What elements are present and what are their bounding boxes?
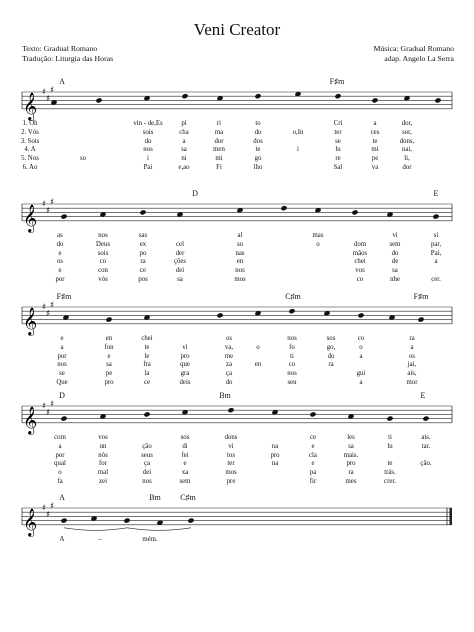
lyric-syllable: dons [224,434,238,441]
lyric-syllable: nhe [390,276,400,283]
lyric-syllable: por [57,352,67,360]
lyric-syllable: o [316,240,320,248]
lyric-syllable: pro [346,460,356,468]
lyric-syllable: pa [309,469,317,477]
lyric-syllable: for [99,460,107,468]
lyric-syllable: cer. [431,276,441,283]
lyric-syllable: fra [143,361,151,369]
lyric-syllable: crer. [384,478,396,485]
notehead [417,317,424,323]
notehead [123,518,130,524]
key-signature-sharp-icon: ♯ [50,501,55,512]
lyric-syllable: ra [348,469,354,477]
lyric-syllable: nos [287,335,297,342]
lyric-syllable: pre [226,478,236,485]
key-signature-sharp-icon: ♯ [50,399,55,410]
lyric-syllable: ri [216,120,222,127]
lyric-syllable: po [139,249,147,257]
chord-symbol: F♯m [56,292,72,301]
lyric-syllable: dor, [401,120,413,127]
lyric-syllable: que [180,361,190,369]
lyric-syllable: – [98,536,102,543]
lyric-syllable: vi [228,442,234,450]
notehead [181,93,188,99]
lyric-syllable: mais. [343,451,359,459]
lyric-syllable: ais, [407,370,417,378]
key-signature-sharp-icon: ♯ [50,197,55,208]
lyric-syllable: chei [141,335,153,342]
lyric-syllable: tar. [421,442,431,450]
lyric-syllable: fon [104,343,114,351]
lyric-syllable: e [311,460,315,468]
lyric-syllable: e [60,335,64,342]
lyric-syllable: te [144,343,150,351]
lyric-syllable: ção. [420,460,432,468]
lyric-syllable: un [99,442,107,450]
chord-symbol: F♯m [413,292,429,301]
lyric-syllable: nas [235,249,245,257]
lyric-syllable: le [144,352,150,360]
lyric-syllable: se [59,370,65,378]
key-signature-sharp-icon: ♯ [46,509,51,520]
lyric-syllable: qual [54,460,66,468]
lyric-syllable: pos [138,276,148,283]
text-credit: Texto: Gradual Romano [22,44,98,53]
lyric-syllable: ni [181,155,187,163]
chord-symbol: C♯m [180,493,196,502]
lyric-syllable: e [183,460,187,468]
lyric-syllable: e [107,352,111,360]
lyric-syllable: lho [253,164,263,171]
lyric-syllable: lu [387,442,393,450]
lyric-syllable: cla [309,451,317,459]
lyric-syllable: mas [312,232,324,239]
staff-system-1 [0,82,474,122]
lyric-syllable: par, [430,240,442,248]
lyric-syllable: te [372,137,378,145]
staff-system-4 [0,396,474,436]
lyric-syllable: Pai [143,164,153,171]
lyric-syllable: en [105,335,113,342]
notehead [254,93,261,99]
lyric-syllable: Deus [96,240,110,248]
lyric-syllable: A [59,536,65,543]
lyric-syllable: a [373,120,377,127]
lyric-syllable: mi [371,146,379,154]
staff-system-2 [0,194,474,234]
chord-symbol: Bm [219,391,231,400]
lyric-syllable: te [255,146,261,154]
song-title: Veni Creator [193,20,281,39]
lyric-syllable: por [55,451,65,459]
lyric-syllable: por [55,276,65,283]
lyric-syllable: com [54,434,66,441]
lyric-syllable: 4. A [24,146,36,154]
treble-clef-icon: 𝄞 [23,91,38,120]
key-signature-sharp-icon: ♯ [46,407,51,418]
lyric-syllable: do [225,379,233,386]
treble-clef-icon: 𝄞 [23,203,38,232]
lyric-syllable: pe [105,370,113,378]
lyric-syllable: mor [406,379,418,386]
lyric-syllable: as [57,232,63,239]
lyric-syllable: sa [392,267,398,275]
lyric-syllable: pí [181,120,187,127]
lyric-syllable: 6. Ao [22,164,38,171]
notehead [371,97,378,103]
notehead [227,407,234,413]
lyric-syllable: seu [287,379,297,386]
lyric-syllable: sa [348,442,354,450]
lyric-syllable: e [58,267,62,275]
notehead [187,518,194,524]
lyric-syllable: ção [142,442,152,450]
lyric-syllable: mi [215,155,223,163]
lyric-syllable: mal [97,469,109,477]
lyric-syllable: o [58,469,62,477]
lyric-syllable: les [347,434,355,441]
staff-system-3 [0,297,474,337]
lyric-syllable: a [410,343,414,351]
lyric-syllable: do [254,128,262,136]
lyric-syllable: za [225,361,233,369]
lyric-syllable: e [58,249,62,257]
lyric-syllable: sos [326,335,336,342]
lyric-syllable: go, [326,343,336,351]
lyric-syllable: ções [173,258,187,266]
lyric-syllable: to [255,120,261,127]
notehead [105,317,112,323]
lyric-syllable: ter [334,128,342,136]
final-barline-thick [450,508,453,525]
lyric-syllable: do [144,137,152,145]
lyric-syllable: jai, [407,361,417,369]
lyric-syllable: sem [389,240,401,248]
chord-symbol: A [59,493,65,502]
lyric-syllable: ça [225,370,233,378]
lyric-syllable: la [144,370,150,378]
chord-symbol: E [420,391,426,400]
lyric-syllable: sois [142,128,154,136]
staff-system-5 [0,498,474,538]
lyric-syllable: vos [98,434,108,441]
lyric-syllable: cel [176,240,184,248]
lyric-syllable: e [311,442,315,450]
lyric-syllable: do [391,249,399,257]
lyric-syllable: os [225,335,233,342]
lyric-syllable: en [236,258,244,266]
lyric-syllable: i [147,155,149,163]
lyric-syllable: xa [181,469,189,477]
lyric-syllable: e,ao [178,164,190,171]
lyric-syllable: seus [141,451,153,459]
lyric-syllable: vin - de,Es [133,120,163,127]
translation-credit: Tradução: Liturgia das Horas [22,54,114,63]
lyric-syllable: nos [235,267,245,275]
lyric-syllable: ces [370,128,380,136]
lyric-syllable: co [356,276,364,283]
lyric-syllable: nos [98,232,108,239]
notehead [309,411,316,417]
credits-left [22,44,113,64]
notehead [288,308,295,314]
lyric-syllable: nai, [401,146,413,154]
lyric-syllable: der [175,249,185,257]
lyric-syllable: vós [98,276,108,283]
lyric-syllable: sem [179,478,191,485]
lyric-syllable: gui [356,370,366,378]
lyric-syllable: co [288,361,296,369]
lyric-syllable: Cri [333,120,343,127]
notehead [143,411,150,417]
notehead [357,312,364,318]
lyric-syllable: mos [225,469,237,477]
lyric-syllable: de [391,258,399,266]
chord-symbol: D [192,189,198,198]
treble-clef-icon: 𝄞 [23,306,38,335]
notehead [334,93,341,99]
notehead [422,416,429,422]
lyric-syllable: zei [99,478,107,485]
lyric-syllable: co [357,335,365,342]
lyric-syllable: me [224,352,234,360]
lyric-syllable: na [271,442,279,450]
lyric-syllable: ra [140,258,146,266]
lyric-syllable: ex [139,240,147,248]
lyric-syllable: o [359,343,363,351]
notehead [60,214,67,220]
lyric-syllable: ra [409,335,415,342]
lyric-syllable: lu [335,146,341,154]
lyric-syllable: dos [253,137,263,145]
lyric-syllable: 5. Nos [21,155,39,163]
lyric-syllable: chei [354,258,366,266]
lyric-syllable: a [182,137,186,145]
lyric-syllable: gra [180,370,190,378]
lyric-syllable: ce [139,267,147,275]
lyric-syllable: pe [371,155,379,163]
key-signature-sharp-icon: ♯ [46,93,51,104]
lyric-syllable: i [297,146,299,154]
lyric-syllable: Pai, [430,249,442,257]
slur [127,528,191,531]
music-credit: Música: Gradual Romano [373,44,454,53]
lyric-syllable: mos [234,276,246,283]
lyric-syllable: dor [402,164,412,171]
notehead [434,97,441,103]
key-signature-sharp-icon: ♯ [50,85,55,96]
key-signature-sharp-icon: ♯ [42,302,47,313]
lyric-syllable: sor, [402,128,412,136]
lyric-syllable: dei [142,469,152,477]
chord-symbol: D [59,391,65,400]
key-signature-sharp-icon: ♯ [42,401,47,412]
lyric-syllable: sos [180,434,190,441]
lyric-syllable: os [408,352,416,360]
lyric-syllable: con [98,267,108,275]
key-signature-sharp-icon: ♯ [42,87,47,98]
lyric-syllable: sois [97,249,109,257]
lyric-syllable: co [99,258,107,266]
lyric-syllable: 3. Sois [20,137,40,145]
lyric-syllable: Fi [216,164,222,171]
lyric-syllable: deis [179,379,191,386]
key-signature-sharp-icon: ♯ [42,199,47,210]
lyric-syllable: fa [57,478,63,485]
lyric-syllable: ter [227,460,235,468]
lyric-syllable: go [254,155,262,163]
chord-symbol: C♯m [285,292,301,301]
lyric-syllable: ais. [421,434,431,441]
lyric-syllable: nos [287,370,297,378]
lyric-syllable: li, [404,155,410,163]
notehead [351,209,358,215]
lyric-syllable: fo [289,343,295,351]
notehead [216,312,223,318]
lyric-syllable: a [359,379,363,386]
lyric-syllable: so [236,240,244,248]
lyric-syllable: a [359,352,363,360]
lyric-syllable: ce [309,434,317,441]
lyric-syllable: sa [181,146,187,154]
lyric-syllable: o,In [292,128,304,136]
treble-clef-icon: 𝄞 [23,405,38,434]
lyric-syllable: o [256,343,260,351]
lyric-syllable: fir [309,478,317,485]
lyric-syllable: dei [175,267,185,275]
slur [64,528,127,531]
lyric-syllable: mém. [142,536,158,543]
lyric-syllable: te [387,460,393,468]
lyric-syllable: sas [138,232,148,239]
notehead [95,97,102,103]
lyric-syllable: a [58,442,62,450]
lyric-syllable: vi [392,232,398,239]
lyric-syllable: ti [388,434,392,441]
notehead [280,205,287,211]
key-signature-sharp-icon: ♯ [42,503,47,514]
lyric-syllable: mes [345,478,357,485]
lyric-syllable: trás. [384,469,396,477]
lyric-syllable: sa [177,276,183,283]
lyric-syllable: mãos [352,249,368,257]
lyric-syllable: do [327,352,335,360]
lyric-syllable: nós [98,451,108,459]
lyric-syllable: ça [143,460,151,468]
lyric-syllable: dom [353,240,367,248]
treble-clef-icon: 𝄞 [23,507,38,536]
lyric-syllable: dons, [399,137,415,145]
chord-symbol: Bm [149,493,161,502]
lyric-syllable: cha [179,128,189,136]
lyric-syllable: dor [214,137,224,145]
chord-symbol: E [433,189,439,198]
lyric-syllable: do [56,240,64,248]
lyric-syllable: na [271,460,279,468]
lyric-syllable: va [371,164,379,171]
key-signature-sharp-icon: ♯ [46,308,51,319]
key-signature-sharp-icon: ♯ [50,300,55,311]
lyric-syllable: re [335,155,341,163]
lyric-syllable: nos [142,478,152,485]
lyric-syllable: al [237,232,243,239]
lyric-syllable: tos [227,451,235,459]
lyric-syllable: nos [57,361,67,369]
lyric-syllable: di [182,442,188,450]
lyric-syllable: ce [143,379,151,386]
adaptation-credit: adap. Angelo La Serra [384,54,454,63]
lyric-syllable: pro [270,451,280,459]
lyric-syllable: nos [143,146,153,154]
lyric-syllable: vos [355,267,365,275]
lyric-syllable: pro [104,379,114,386]
lyric-syllable: fei [181,451,189,459]
chord-symbol: A [59,77,65,86]
notehead [432,214,439,220]
notehead [60,518,67,524]
credits-right [373,44,454,64]
lyric-syllable: a [60,343,64,351]
lyric-syllable: pro [180,352,190,360]
notehead [386,416,393,422]
lyric-syllable: Que [56,379,68,386]
lyric-syllable: vi [182,343,188,351]
lyric-syllable: 1. Oh [22,120,38,127]
key-signature-sharp-icon: ♯ [46,205,51,216]
lyric-syllable: se [335,137,341,145]
notehead [60,416,67,422]
notehead [139,209,146,215]
lyric-syllable: a [434,258,438,266]
lyric-syllable: si [433,232,439,239]
lyric-syllable: ma [214,128,224,136]
lyric-syllable: sa [106,361,112,369]
lyric-syllable: so [79,155,87,163]
lyric-syllable: os [56,258,64,266]
lyric-syllable: men [213,146,225,154]
chord-symbol: F♯m [329,77,345,86]
lyric-syllable: Sal [333,164,343,171]
lyric-syllable: 2. Vós [21,128,39,136]
lyric-syllable: ra [328,361,334,369]
lyric-syllable: va, [224,343,234,351]
lyric-syllable: ti [290,352,294,360]
lyric-syllable: en [254,361,262,369]
